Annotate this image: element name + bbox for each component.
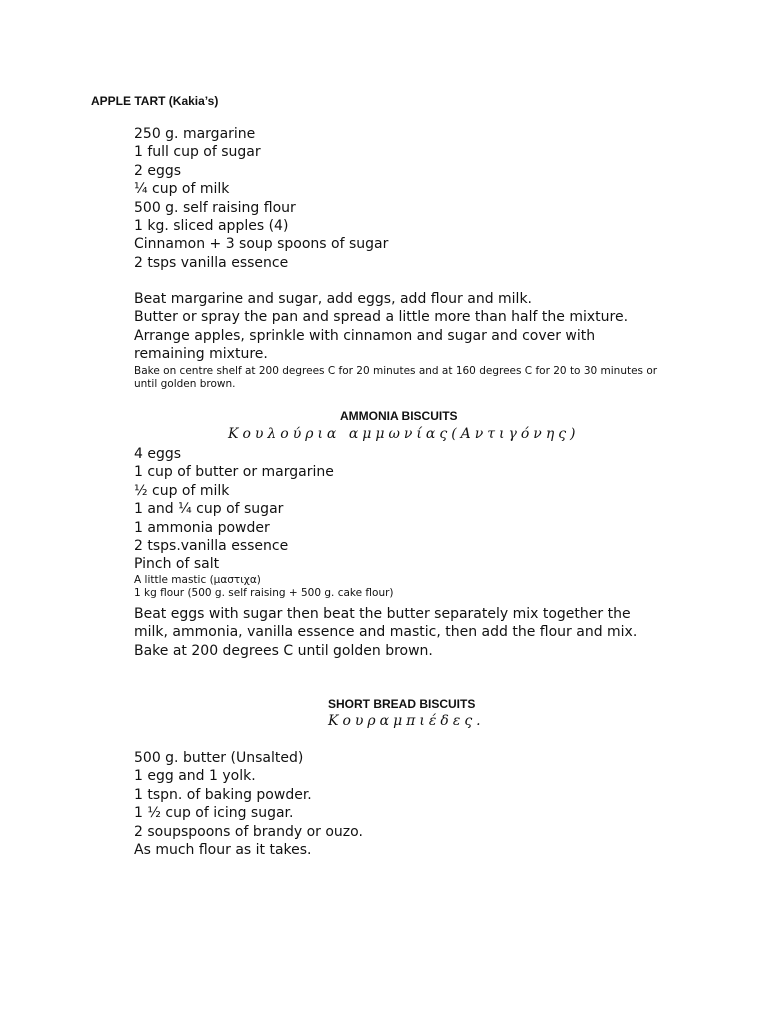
- ammonia-biscuits-title: AMMONIA BISCUITS: [340, 409, 458, 423]
- method-step: Butter or spray the pan and spread a little more than half the mixture.: [134, 309, 629, 326]
- ingredient: 1 kg. sliced apples (4): [134, 218, 289, 235]
- ingredient: ½ cup of milk: [134, 482, 230, 499]
- ingredient: Pinch of salt: [134, 556, 220, 573]
- ammonia-biscuits-ingredients: [134, 445, 334, 574]
- ingredient: As much flour as it takes.: [134, 842, 312, 859]
- ammonia-biscuits-greek-title: Κουλούρια αμμωνίας(Αντιγόνης): [228, 426, 580, 442]
- short-bread-ingredients: [134, 749, 363, 859]
- ingredient: 1 ½ cup of icing sugar.: [134, 805, 294, 822]
- apple-tart-method: [134, 290, 628, 327]
- apple-tart-title: APPLE TART (Kakia’s): [91, 94, 219, 108]
- ammonia-biscuits-small-ingredients: [134, 574, 394, 600]
- ingredient: 2 tsps.vanilla essence: [134, 538, 289, 555]
- ingredient: 1 kg flour (500 g. self raising + 500 g. cake flour): [134, 587, 394, 599]
- ingredient: 1 and ¼ cup of sugar: [134, 501, 284, 518]
- ingredient: 1 egg and 1 yolk.: [134, 768, 256, 785]
- ingredient: 1 tspn. of baking powder.: [134, 786, 312, 803]
- ingredient: ¼ cup of milk: [134, 181, 230, 198]
- ammonia-biscuits-method: Beat eggs with sugar then beat the butter separately mix together the milk, ammonia, vanilla essence and mastic, then add the flour and mix. Bake at 200 degrees C until golden brown.: [134, 606, 638, 659]
- ingredient: 500 g. self raising flour: [134, 199, 296, 216]
- short-bread-title: SHORT BREAD BISCUITS: [328, 697, 476, 711]
- ingredient: Cinnamon + 3 soup spoons of sugar: [134, 236, 389, 253]
- short-bread-greek-title: Κουραμπιέδες.: [328, 713, 485, 729]
- ingredient: 1 ammonia powder: [134, 519, 270, 536]
- ingredient: 1 cup of butter or margarine: [134, 464, 334, 481]
- method-step: Beat margarine and sugar, add eggs, add flour and milk.: [134, 291, 533, 307]
- ingredient: 250 g. margarine: [134, 126, 256, 142]
- apple-tart-ingredients: [134, 125, 388, 272]
- ingredient: 2 eggs: [134, 162, 182, 179]
- ingredient: 1 full cup of sugar: [134, 144, 261, 161]
- ingredient: 2 tsps vanilla essence: [134, 254, 289, 271]
- ingredient: 2 soupspoons of brandy or ouzo.: [134, 823, 363, 840]
- ingredient: 500 g. butter (Unsalted): [134, 750, 304, 766]
- method-step: Arrange apples, sprinkle with cinnamon and sugar and cover with remaining mixture.: [134, 328, 596, 363]
- ingredient: A little mastic (μαστιχα): [134, 574, 261, 586]
- apple-tart-baking-note: Bake on centre shelf at 200 degrees C for 20 minutes and at 160 degrees C for 20 to 30 minutes or until golden brown.: [134, 365, 658, 390]
- ingredient: 4 eggs: [134, 446, 182, 462]
